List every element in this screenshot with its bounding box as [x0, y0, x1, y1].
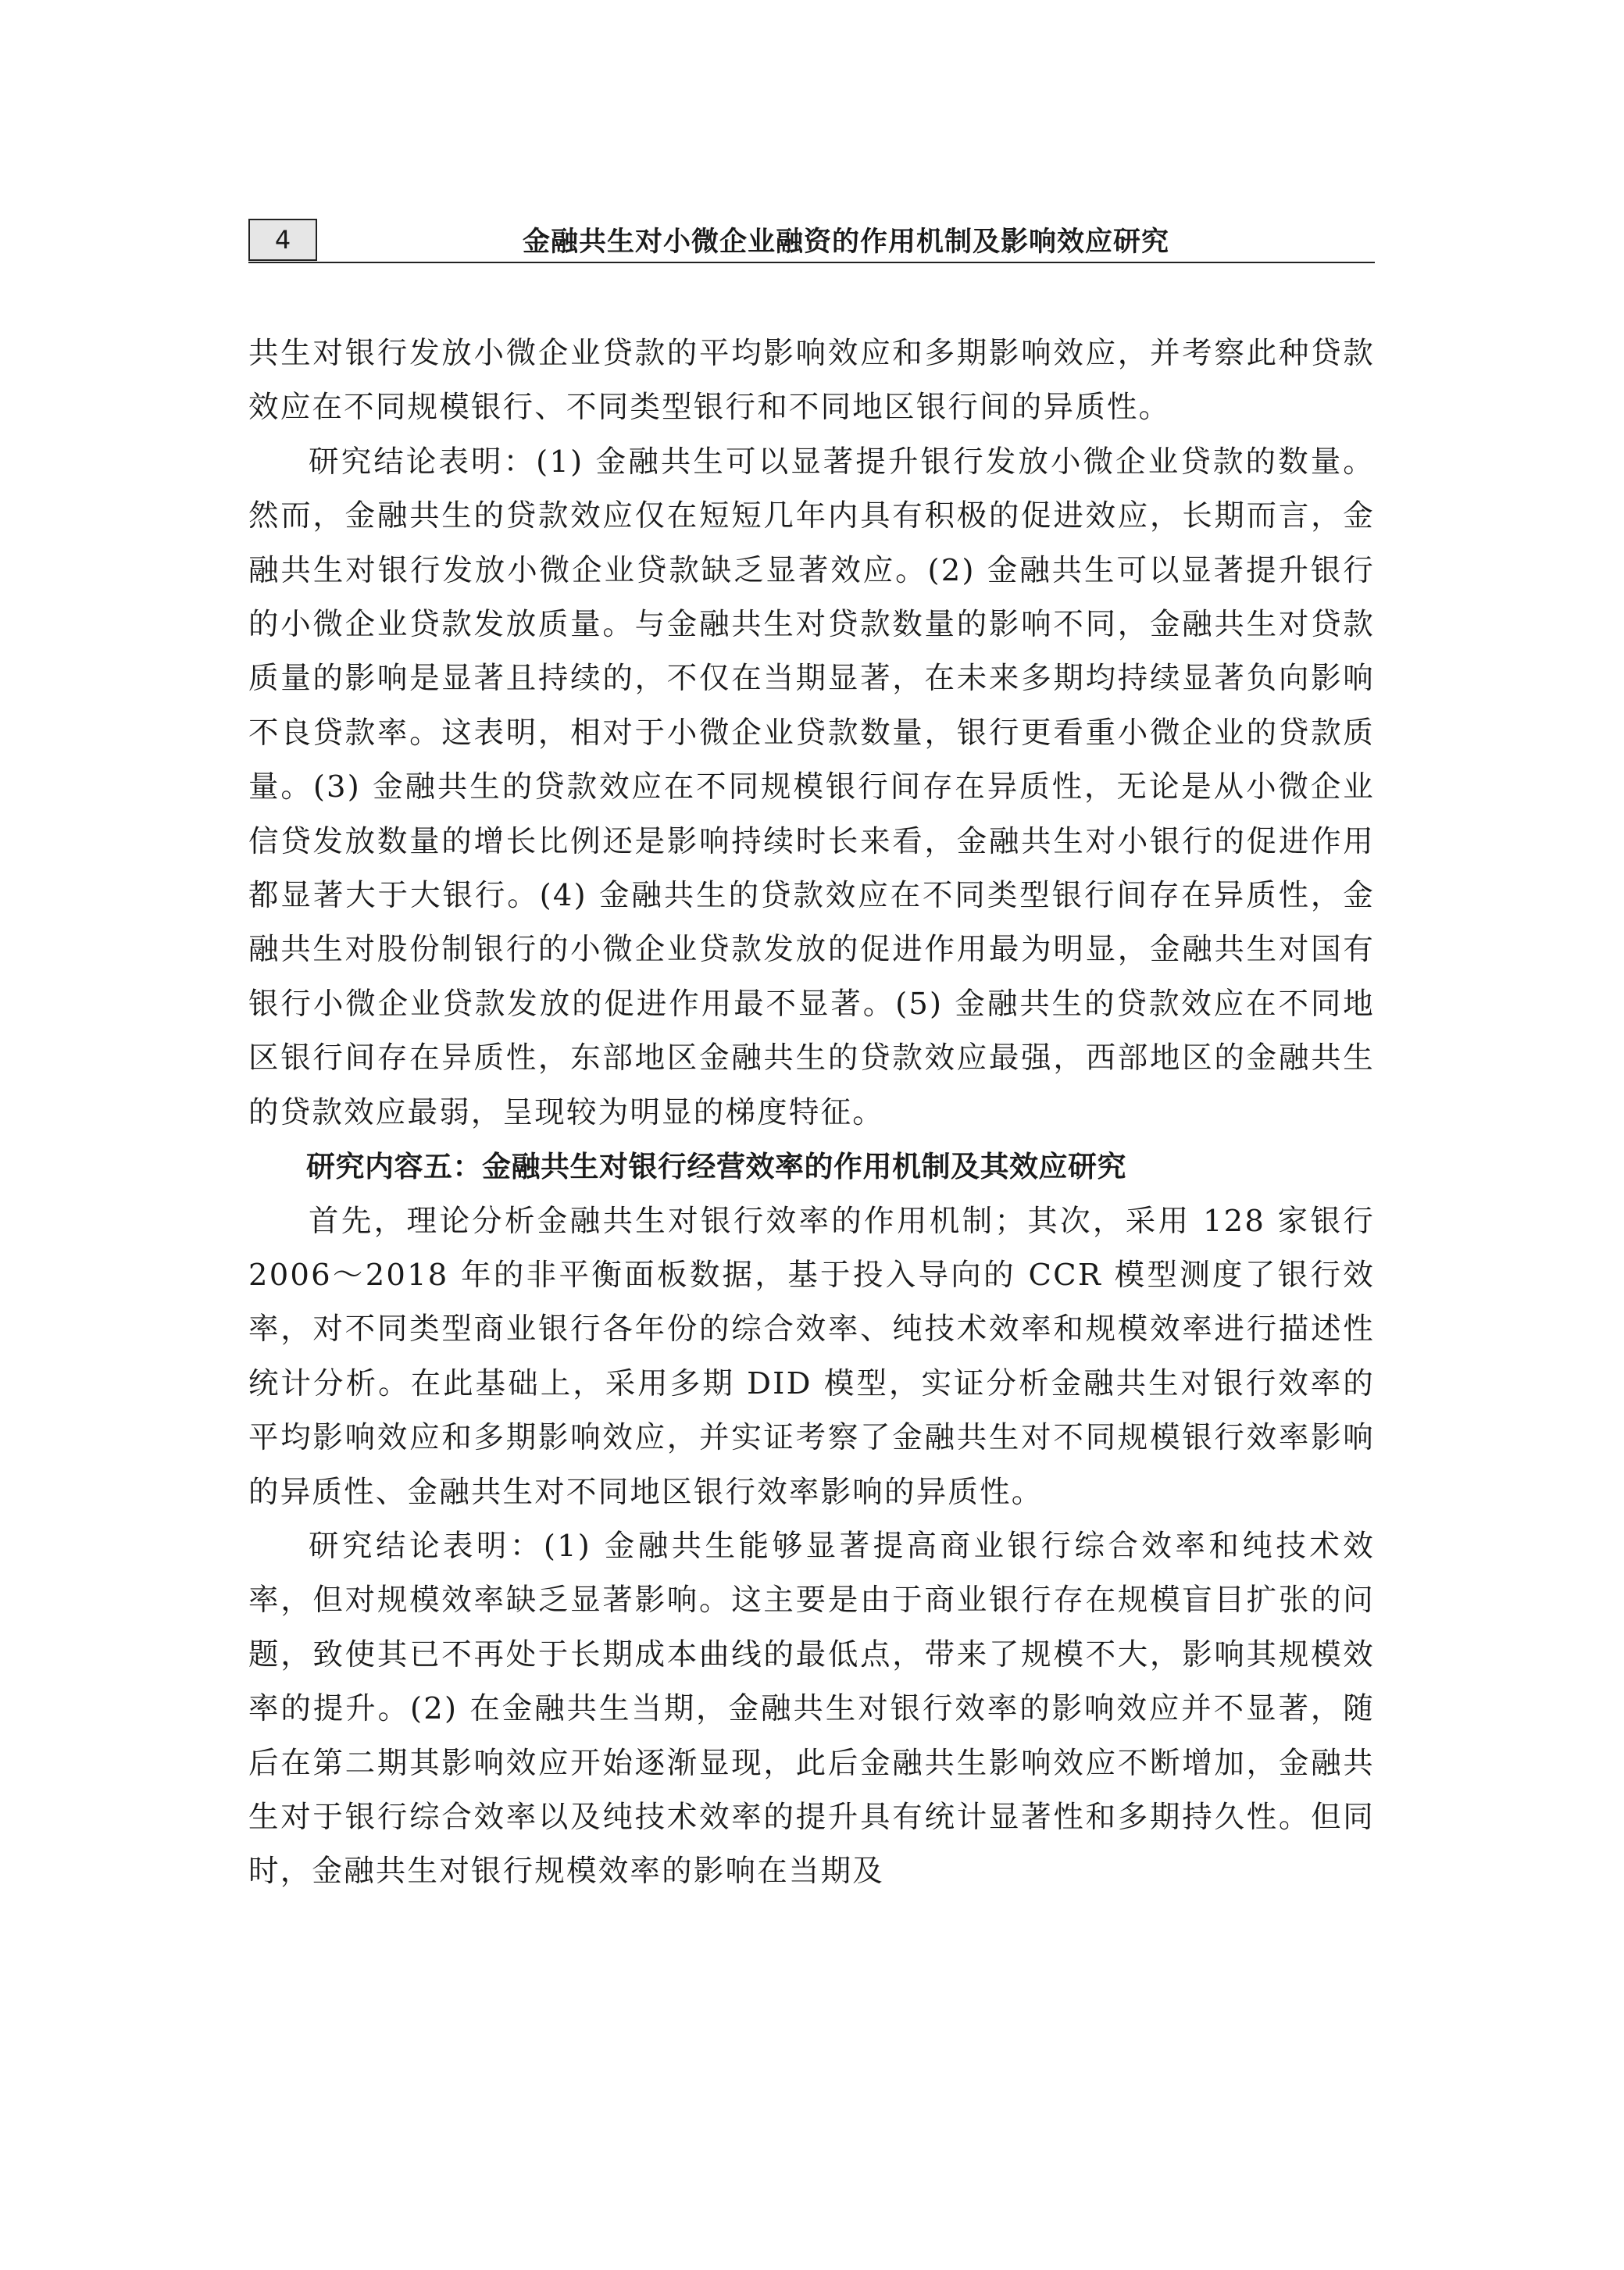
paragraph-method-5: 首先，理论分析金融共生对银行效率的作用机制；其次，采用 128 家银行 2006～2018 年的非平衡面板数据，基于投入导向的 CCR 模型测度了银行效率，对不同类型商业银行各年份的综合效率、纯技术效率和规模效率进行描述性统计分析。在此基础上，采用多期 DID 模型，实证分析金融共生对银行效率的平均影响效应和多期影响效应，并实证考察了金融共生对不同规模银行效率影响的异质性、金融共生对不同地区银行效率影响的异质性。: [248, 1203, 1375, 1510]
page-number: 4: [248, 219, 317, 261]
paragraph-conclusions-5: 研究结论表明：(1) 金融共生能够显著提高商业银行综合效率和纯技术效率，但对规模效率缺乏显著影响。这主要是由于商业银行存在规模盲目扩张的问题，致使其已不再处于长期成本曲线的最低点，带来了规模不大，影响其规模效率的提升。(2) 在金融共生当期，金融共生对银行效率的影响效应并不显著，随后在第二期其影响效应开始逐渐显现，此后金融共生影响效应不断增加，金融共生对于银行综合效率以及纯技术效率的提升具有统计显著性和多期持久性。但同时，金融共生对银行规模效率的影响在当期及: [248, 1528, 1375, 1890]
paragraph-conclusions-4: 研究结论表明：(1) 金融共生可以显著提升银行发放小微企业贷款的数量。然而，金融共生的贷款效应仅在短短几年内具有积极的促进效应，长期而言，金融共生对银行发放小微企业贷款缺乏显著效应。(2) 金融共生可以显著提升银行的小微企业贷款发放质量。与金融共生对贷款数量的影响不同，金融共生对贷款质量的影响是显著且持续的，不仅在当期显著，在未来多期均持续显著负向影响不良贷款率。这表明，相对于小微企业贷款数量，银行更看重小微企业的贷款质量。(3) 金融共生的贷款效应在不同规模银行间存在异质性，无论是从小微企业信贷发放数量的增长比例还是影响持续时长来看，金融共生对小银行的促进作用都显著大于大银行。(4) 金融共生的贷款效应在不同类型银行间存在异质性，金融共生对股份制银行的小微企业贷款发放的促进作用最为明显，金融共生对国有银行小微企业贷款发放的促进作用最不显著。(5) 金融共生的贷款效应在不同地区银行间存在异质性，东部地区金融共生的贷款效应最强，西部地区的金融共生的贷款效应最弱，呈现较为明显的梯度特征。: [248, 444, 1375, 1130]
section-heading-research-5: 研究内容五：金融共生对银行经营效率的作用机制及其效应研究: [306, 1150, 1126, 1184]
running-header: [248, 219, 1375, 262]
running-title: 金融共生对小微企业融资的作用机制及影响效应研究: [522, 227, 1169, 258]
paragraph-continued: 共生对银行发放小微企业贷款的平均影响效应和多期影响效应，并考察此种贷款效应在不同规模银行、不同类型银行和不同地区银行间的异质性。: [248, 336, 1375, 426]
body-text: [248, 327, 1375, 1899]
header-rule: [248, 262, 1375, 263]
